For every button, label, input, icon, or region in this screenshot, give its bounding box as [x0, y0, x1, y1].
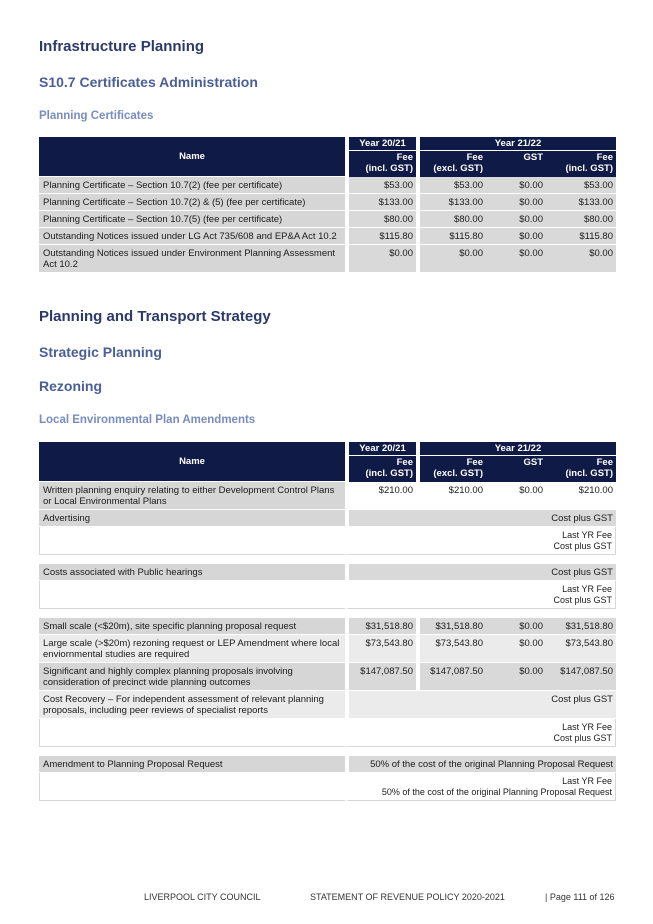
row-gst: $0.00 [486, 211, 546, 228]
col-header-name: Name [39, 442, 345, 482]
row-name: Small scale (<$20m), site specific planning proposal request [39, 618, 345, 635]
row-fee-prev: $31,518.80 [345, 618, 416, 635]
row-fee-incl: $0.00 [546, 245, 616, 273]
table-row [39, 635, 616, 663]
heading-s107-certificates: S10.7 Certificates Administration [39, 74, 258, 90]
col-header-fee-excl: Fee (excl. GST) [416, 151, 486, 177]
row-fee-text: Cost plus GST [345, 510, 616, 527]
row-fee-excl: $80.00 [416, 211, 486, 228]
row-fee-incl: $147,087.50 [546, 663, 616, 691]
table-row-last-year [39, 581, 616, 609]
row-name: Outstanding Notices issued under LG Act 735/608 and EP&A Act 10.2 [39, 228, 345, 245]
table-row-last-year [39, 719, 616, 747]
row-name: Amendment to Planning Proposal Request [39, 756, 345, 773]
col-header-gst: GST [486, 151, 546, 177]
row-fee-text: Cost plus GST [345, 564, 616, 581]
table-row [39, 194, 616, 211]
row-fee-incl: $53.00 [546, 177, 616, 194]
table-row [39, 211, 616, 228]
row-fee-prev: $147,087.50 [345, 663, 416, 691]
table-row [39, 510, 616, 527]
row-fee-excl: $210.00 [416, 482, 486, 510]
footer-page-number: | Page 111 of 126 [545, 892, 615, 902]
row-fee-prev: $210.00 [345, 482, 416, 510]
row-last-year-fee: Last YR Fee Cost plus GST [345, 719, 616, 747]
row-fee-prev: $115.80 [345, 228, 416, 245]
row-name: Planning Certificate – Section 10.7(2) (fee per certificate) [39, 177, 345, 194]
row-name: Large scale (>$20m) rezoning request or LEP Amendment where local enviornmental studies are required [39, 635, 345, 663]
row-fee-excl: $53.00 [416, 177, 486, 194]
heading-lep-amendments: Local Environmental Plan Amendments [39, 414, 256, 426]
col-header-fee-incl: Fee (incl. GST) [546, 151, 616, 177]
table-row [39, 245, 616, 273]
col-header-year-curr: Year 21/22 [416, 442, 616, 456]
row-fee-prev: $80.00 [345, 211, 416, 228]
planning-certificates-table [39, 137, 616, 273]
row-gst: $0.00 [486, 194, 546, 211]
row-fee-incl: $115.80 [546, 228, 616, 245]
table-row [39, 756, 616, 773]
heading-planning-certificates: Planning Certificates [39, 110, 154, 122]
row-name: Cost Recovery – For independent assessment of relevant planning proposals, including peer reviews of specialist reports [39, 691, 345, 719]
col-header-fee-incl: Fee (incl. GST) [546, 456, 616, 482]
row-name: Costs associated with Public hearings [39, 564, 345, 581]
row-fee-excl: $73,543.80 [416, 635, 486, 663]
row-fee-incl: $133.00 [546, 194, 616, 211]
row-fee-excl: $133.00 [416, 194, 486, 211]
table-row [39, 228, 616, 245]
row-fee-incl: $31,518.80 [546, 618, 616, 635]
table-row [39, 691, 616, 719]
row-fee-prev: $53.00 [345, 177, 416, 194]
row-fee-incl: $73,543.80 [546, 635, 616, 663]
heading-rezoning: Rezoning [39, 378, 102, 394]
col-header-year-prev: Year 20/21 [345, 442, 416, 456]
row-name: Outstanding Notices issued under Environment Planning Assessment Act 10.2 [39, 245, 345, 273]
row-gst: $0.00 [486, 177, 546, 194]
row-name: Planning Certificate – Section 10.7(5) (fee per certificate) [39, 211, 345, 228]
footer-statement: STATEMENT OF REVENUE POLICY 2020-2021 [310, 892, 505, 902]
table-row [39, 482, 616, 510]
row-gst: $0.00 [486, 663, 546, 691]
col-header-fee-incl-prev: Fee (incl. GST) [345, 151, 416, 177]
col-header-gst: GST [486, 456, 546, 482]
table-row-last-year [39, 527, 616, 555]
row-fee-text: 50% of the cost of the original Planning Proposal Request [345, 756, 616, 773]
row-name: Significant and highly complex planning proposals involving consideration of precinct wide planning outcomes [39, 663, 345, 691]
row-last-year-fee: Last YR Fee Cost plus GST [345, 581, 616, 609]
heading-planning-transport-strategy: Planning and Transport Strategy [39, 308, 271, 325]
table-row-last-year [39, 773, 616, 801]
heading-infrastructure-planning: Infrastructure Planning [39, 38, 205, 55]
row-name: Planning Certificate – Section 10.7(2) & (5) (fee per certificate) [39, 194, 345, 211]
row-name: Written planning enquiry relating to either Development Control Plans or Local Environmental Plans [39, 482, 345, 510]
col-header-fee-excl: Fee (excl. GST) [416, 456, 486, 482]
row-fee-incl: $80.00 [546, 211, 616, 228]
row-fee-excl: $0.00 [416, 245, 486, 273]
row-fee-excl: $115.80 [416, 228, 486, 245]
row-gst: $0.00 [486, 618, 546, 635]
heading-strategic-planning: Strategic Planning [39, 344, 162, 360]
lep-amendments-table [39, 442, 616, 801]
row-fee-text: Cost plus GST [345, 691, 616, 719]
table-row [39, 663, 616, 691]
row-name: Advertising [39, 510, 345, 527]
row-fee-prev: $0.00 [345, 245, 416, 273]
row-gst: $0.00 [486, 482, 546, 510]
row-last-year-fee: Last YR Fee Cost plus GST [345, 527, 616, 555]
col-header-fee-incl-prev: Fee (incl. GST) [345, 456, 416, 482]
row-gst: $0.00 [486, 245, 546, 273]
row-gst: $0.00 [486, 228, 546, 245]
footer-council: LIVERPOOL CITY COUNCIL [144, 892, 261, 902]
table-row [39, 564, 616, 581]
row-fee-excl: $31,518.80 [416, 618, 486, 635]
row-fee-prev: $73,543.80 [345, 635, 416, 663]
col-header-name: Name [39, 137, 345, 177]
col-header-year-curr: Year 21/22 [416, 137, 616, 151]
row-fee-prev: $133.00 [345, 194, 416, 211]
row-fee-excl: $147,087.50 [416, 663, 486, 691]
row-last-year-fee: Last YR Fee 50% of the cost of the original Planning Proposal Request [345, 773, 616, 801]
table-row [39, 618, 616, 635]
row-fee-incl: $210.00 [546, 482, 616, 510]
row-gst: $0.00 [486, 635, 546, 663]
col-header-year-prev: Year 20/21 [345, 137, 416, 151]
table-row [39, 177, 616, 194]
